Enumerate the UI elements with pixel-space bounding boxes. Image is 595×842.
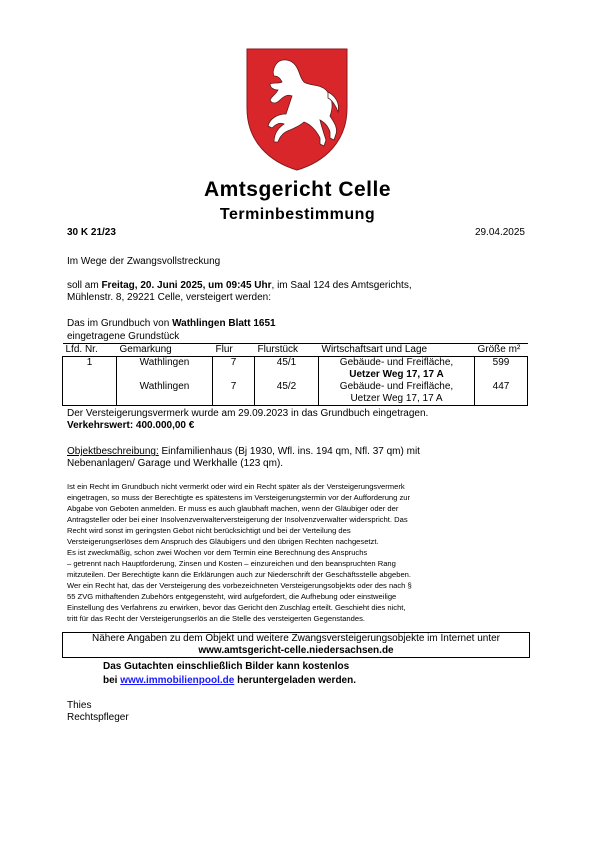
cell-art: Gebäude- und Freifläche, [339, 357, 454, 368]
table-row [63, 381, 528, 406]
notice-line: mitzuteilen. Der Berechtigte kann die Erklärungen auch zur Niederschrift der Geschäftsstelle abgeben. [67, 570, 412, 579]
auction-line-1 [67, 280, 412, 292]
objekt-line-1 [67, 446, 420, 458]
cell-gemarkung: Wathlingen [117, 357, 213, 382]
legal-notice [67, 481, 527, 624]
col-header: Flur [213, 344, 255, 357]
internet-url[interactable]: www.amtsgericht-celle.niedersachsen.de [198, 645, 394, 656]
objekt-text: Einfamilienhaus (Bj 1930, Wfl. ins. 194 qm, Nfl. 37 qm) mit [158, 446, 420, 457]
cell-flur: 7 [213, 381, 255, 406]
table-header-row [63, 344, 528, 357]
signature-name: Thies [67, 700, 92, 711]
verkehrswert: Verkehrswert: 400.000,00 € [67, 420, 195, 431]
intro-text: Im Wege der Zwangsvollstreckung [67, 256, 221, 267]
vermerk-text: Der Versteigerungsvermerk wurde am 29.09.2023 in das Grundbuch eingetragen. [67, 408, 429, 419]
col-header: Flurstück [255, 344, 319, 357]
cell-nr [63, 381, 117, 406]
document-date: 29.04.2025 [474, 227, 525, 238]
notice-line: tritt für das Recht der Versteigerungserlös an die Stelle des versteigerten Gegenstandes. [67, 614, 366, 623]
col-header: Wirtschaftsart und Lage [319, 344, 475, 357]
cell-flurstueck: 45/1 [255, 357, 319, 382]
internet-box [62, 632, 530, 658]
property-table [62, 343, 528, 406]
notice-line: Abgabe von Geboten anmelden. Er muss es auch glaubhaft machen, wenn der Gläubiger oder der [67, 504, 399, 513]
notice-line: Es ist zweckmäßig, schon zwei Wochen vor dem Termin eine Berechnung des Anspruchs [67, 548, 368, 557]
notice-line: 55 ZVG mithaftenden Zubehörs entgegensteht, wird aufgefordert, die Aufhebung oder einstweilige [67, 592, 397, 601]
auction-pre: soll am [67, 280, 102, 291]
notice-line: eingetragen, so muss der Berechtigte es spätestens im Versteigerungstermin vor der Aufforderung zur [67, 493, 411, 502]
court-name: Amtsgericht Celle [203, 178, 392, 201]
cell-lage [319, 381, 475, 406]
grundbuch-pre: Das im Grundbuch von [67, 318, 173, 329]
table-row [63, 357, 528, 382]
col-header: Lfd. Nr. [63, 344, 117, 357]
objekt-label: Objektbeschreibung: [67, 446, 159, 457]
notice-line: Antragsteller oder bei einer Insolvenzverwalterversteigerung der Insolvenzverwalter widerspricht. Das [67, 515, 408, 524]
cell-art: Gebäude- und Freifläche, [339, 381, 454, 392]
document-type: Terminbestimmung [219, 206, 376, 223]
cell-flur: 7 [213, 357, 255, 382]
gutachten-line-2 [103, 674, 356, 688]
cell-adresse: Uetzer Weg 17, 17 A [350, 393, 443, 404]
case-number: 30 K 21/23 [67, 227, 116, 238]
gutachten-note [103, 660, 356, 688]
grundbuch-line-2: eingetragene Grundstück [67, 331, 180, 342]
auction-date: Freitag, 20. Juni 2025, um 09:45 Uhr [101, 280, 272, 291]
cell-flurstueck: 45/2 [255, 381, 319, 406]
gutachten-line-1: Das Gutachten einschließlich Bilder kann kostenlos [103, 661, 350, 672]
cell-groesse: 599 [475, 357, 528, 382]
notice-line: Versteigerungserlöses dem Anspruch des Gläubigers und den übrigen Rechten nachgesetzt. [67, 537, 379, 546]
cell-lage [319, 357, 475, 382]
immobilienpool-link[interactable]: www.immobilienpool.de [120, 675, 235, 686]
auction-location: , im Saal 124 des Amtsgerichts, [271, 280, 412, 291]
notice-line: Recht wird sonst im geringsten Gebot nicht berücksichtigt und bei der Verteilung des [67, 526, 351, 535]
notice-line: Einstellung des Verfahrens zu erwirken, bevor das Gericht den Zuschlag erteilt. Geschieht dies nicht, [67, 603, 406, 612]
gutachten-pre: bei [103, 675, 121, 686]
cell-gemarkung: Wathlingen [117, 381, 213, 406]
cell-adresse: Uetzer Weg 17, 17 A [349, 369, 444, 380]
notice-line: Wer ein Recht hat, das der Versteigerung des vorbezeichneten Versteigerungsobjekts oder des nach § [67, 581, 412, 590]
cell-groesse: 447 [475, 381, 528, 406]
coat-of-arms-logo [244, 46, 350, 172]
gutachten-post: heruntergeladen werden. [234, 675, 357, 686]
notice-line: – getrennt nach Hauptforderung, Zinsen und Kosten – einzureichen und den beanspruchten Rang [67, 559, 396, 568]
col-header: Größe m² [475, 344, 528, 357]
col-header: Gemarkung [117, 344, 213, 357]
internet-text: Nähere Angaben zu dem Objekt und weitere Zwangsversteigerungsobjekte im Internet unter [91, 633, 500, 644]
cell-nr: 1 [63, 357, 117, 382]
objekt-line-2: Nebenanlagen/ Garage und Werkhalle (123 qm). [67, 458, 284, 469]
notice-line: Ist ein Recht im Grundbuch nicht vermerkt oder wird ein Recht später als der Versteigerungsvermerk [67, 482, 405, 491]
grundbuch-line [67, 318, 276, 330]
signature-title: Rechtspfleger [67, 712, 129, 723]
auction-address: Mühlenstr. 8, 29221 Celle, versteigert werden: [67, 292, 271, 303]
grundbuch-name: Wathlingen Blatt 1651 [172, 318, 276, 329]
